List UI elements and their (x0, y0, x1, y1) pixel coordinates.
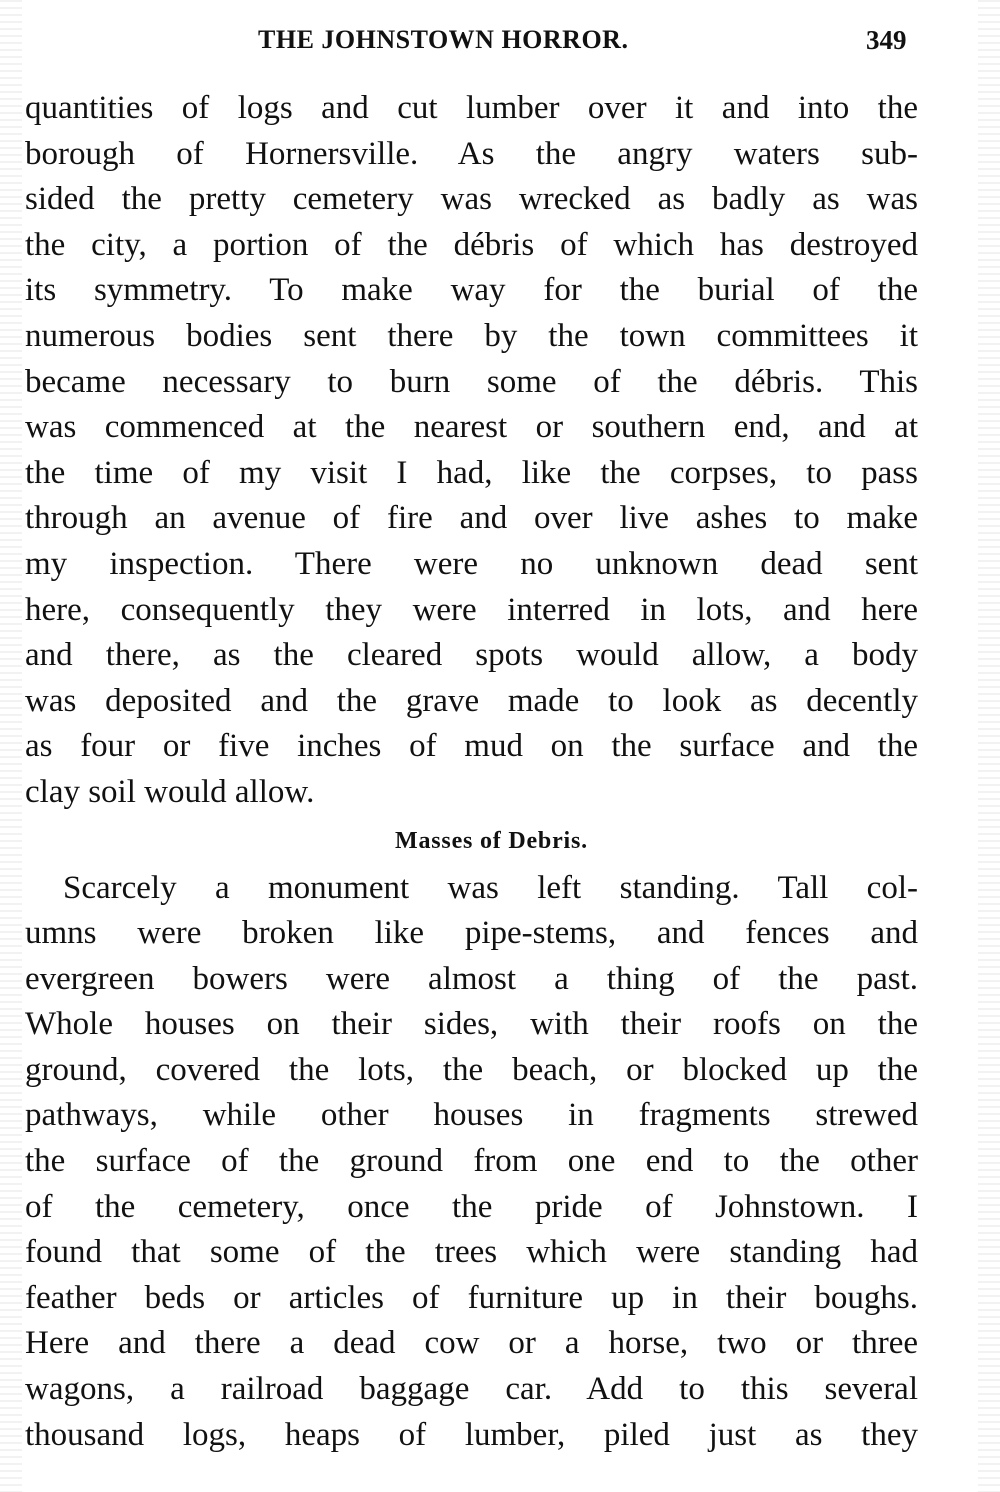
scan-edge-right (978, 0, 1000, 1492)
text-line: borough of Hornersville. As the angry waters sub- (25, 135, 918, 172)
running-title: THE JOHNSTOWN HORROR. (258, 25, 629, 54)
scan-edge-left (0, 0, 22, 1492)
text-line: numerous bodies sent there by the town committees it (25, 317, 918, 354)
text-line: the time of my visit I had, like the corpses, to pass (25, 454, 918, 491)
text-line: clay soil would allow. (25, 773, 315, 810)
text-line: became necessary to burn some of the débris. This (25, 363, 918, 400)
text-line: as four or five inches of mud on the surface and the (25, 728, 918, 765)
text-line: the surface of the ground from one end to the other (25, 1143, 918, 1180)
text-line: feather beds or articles of furniture up in their boughs. (25, 1279, 918, 1316)
text-line: of the cemetery, once the pride of Johnstown. I (25, 1188, 918, 1225)
body-text (25, 86, 918, 1458)
text-line: pathways, while other houses in fragments strewed (25, 1097, 918, 1134)
text-line: ground, covered the lots, the beach, or blocked up the (25, 1051, 918, 1088)
text-line: its symmetry. To make way for the burial of the (25, 272, 918, 309)
text-line: umns were broken like pipe-stems, and fences and (25, 915, 918, 952)
text-line: sided the pretty cemetery was wrecked as badly as was (25, 181, 918, 218)
section-heading: Masses of Debris. (395, 827, 588, 854)
text-line: the city, a portion of the débris of which has destroyed (25, 226, 918, 263)
text-line: found that some of the trees which were standing had (25, 1234, 918, 1271)
paragraph-1 (25, 86, 918, 816)
text-line: evergreen bowers were almost a thing of the past. (25, 960, 918, 997)
text-line: wagons, a railroad baggage car. Add to this several (25, 1371, 918, 1408)
text-line: through an avenue of fire and over live ashes to make (25, 500, 918, 537)
text-line: here, consequently they were interred in lots, and here (25, 591, 918, 628)
text-line: was commenced at the nearest or southern end, and at (25, 409, 918, 446)
text-line: and there, as the cleared spots would allow, a body (25, 637, 918, 674)
text-line: Here and there a dead cow or a horse, two or three (25, 1325, 918, 1362)
paragraph-2 (25, 866, 918, 1459)
text-line: Whole houses on their sides, with their roofs on the (25, 1006, 918, 1043)
text-line: was deposited and the grave made to look as decently (25, 682, 918, 719)
text-line: quantities of logs and cut lumber over it and into the (25, 90, 918, 126)
text-line: Scarcely a monument was left standing. Tall col- (63, 869, 918, 906)
running-header (0, 22, 1000, 58)
text-line: thousand logs, heaps of lumber, piled just as they (25, 1416, 918, 1453)
text-line: my inspection. There were no unknown dead sent (25, 545, 918, 582)
page-number: 349 (866, 25, 907, 55)
